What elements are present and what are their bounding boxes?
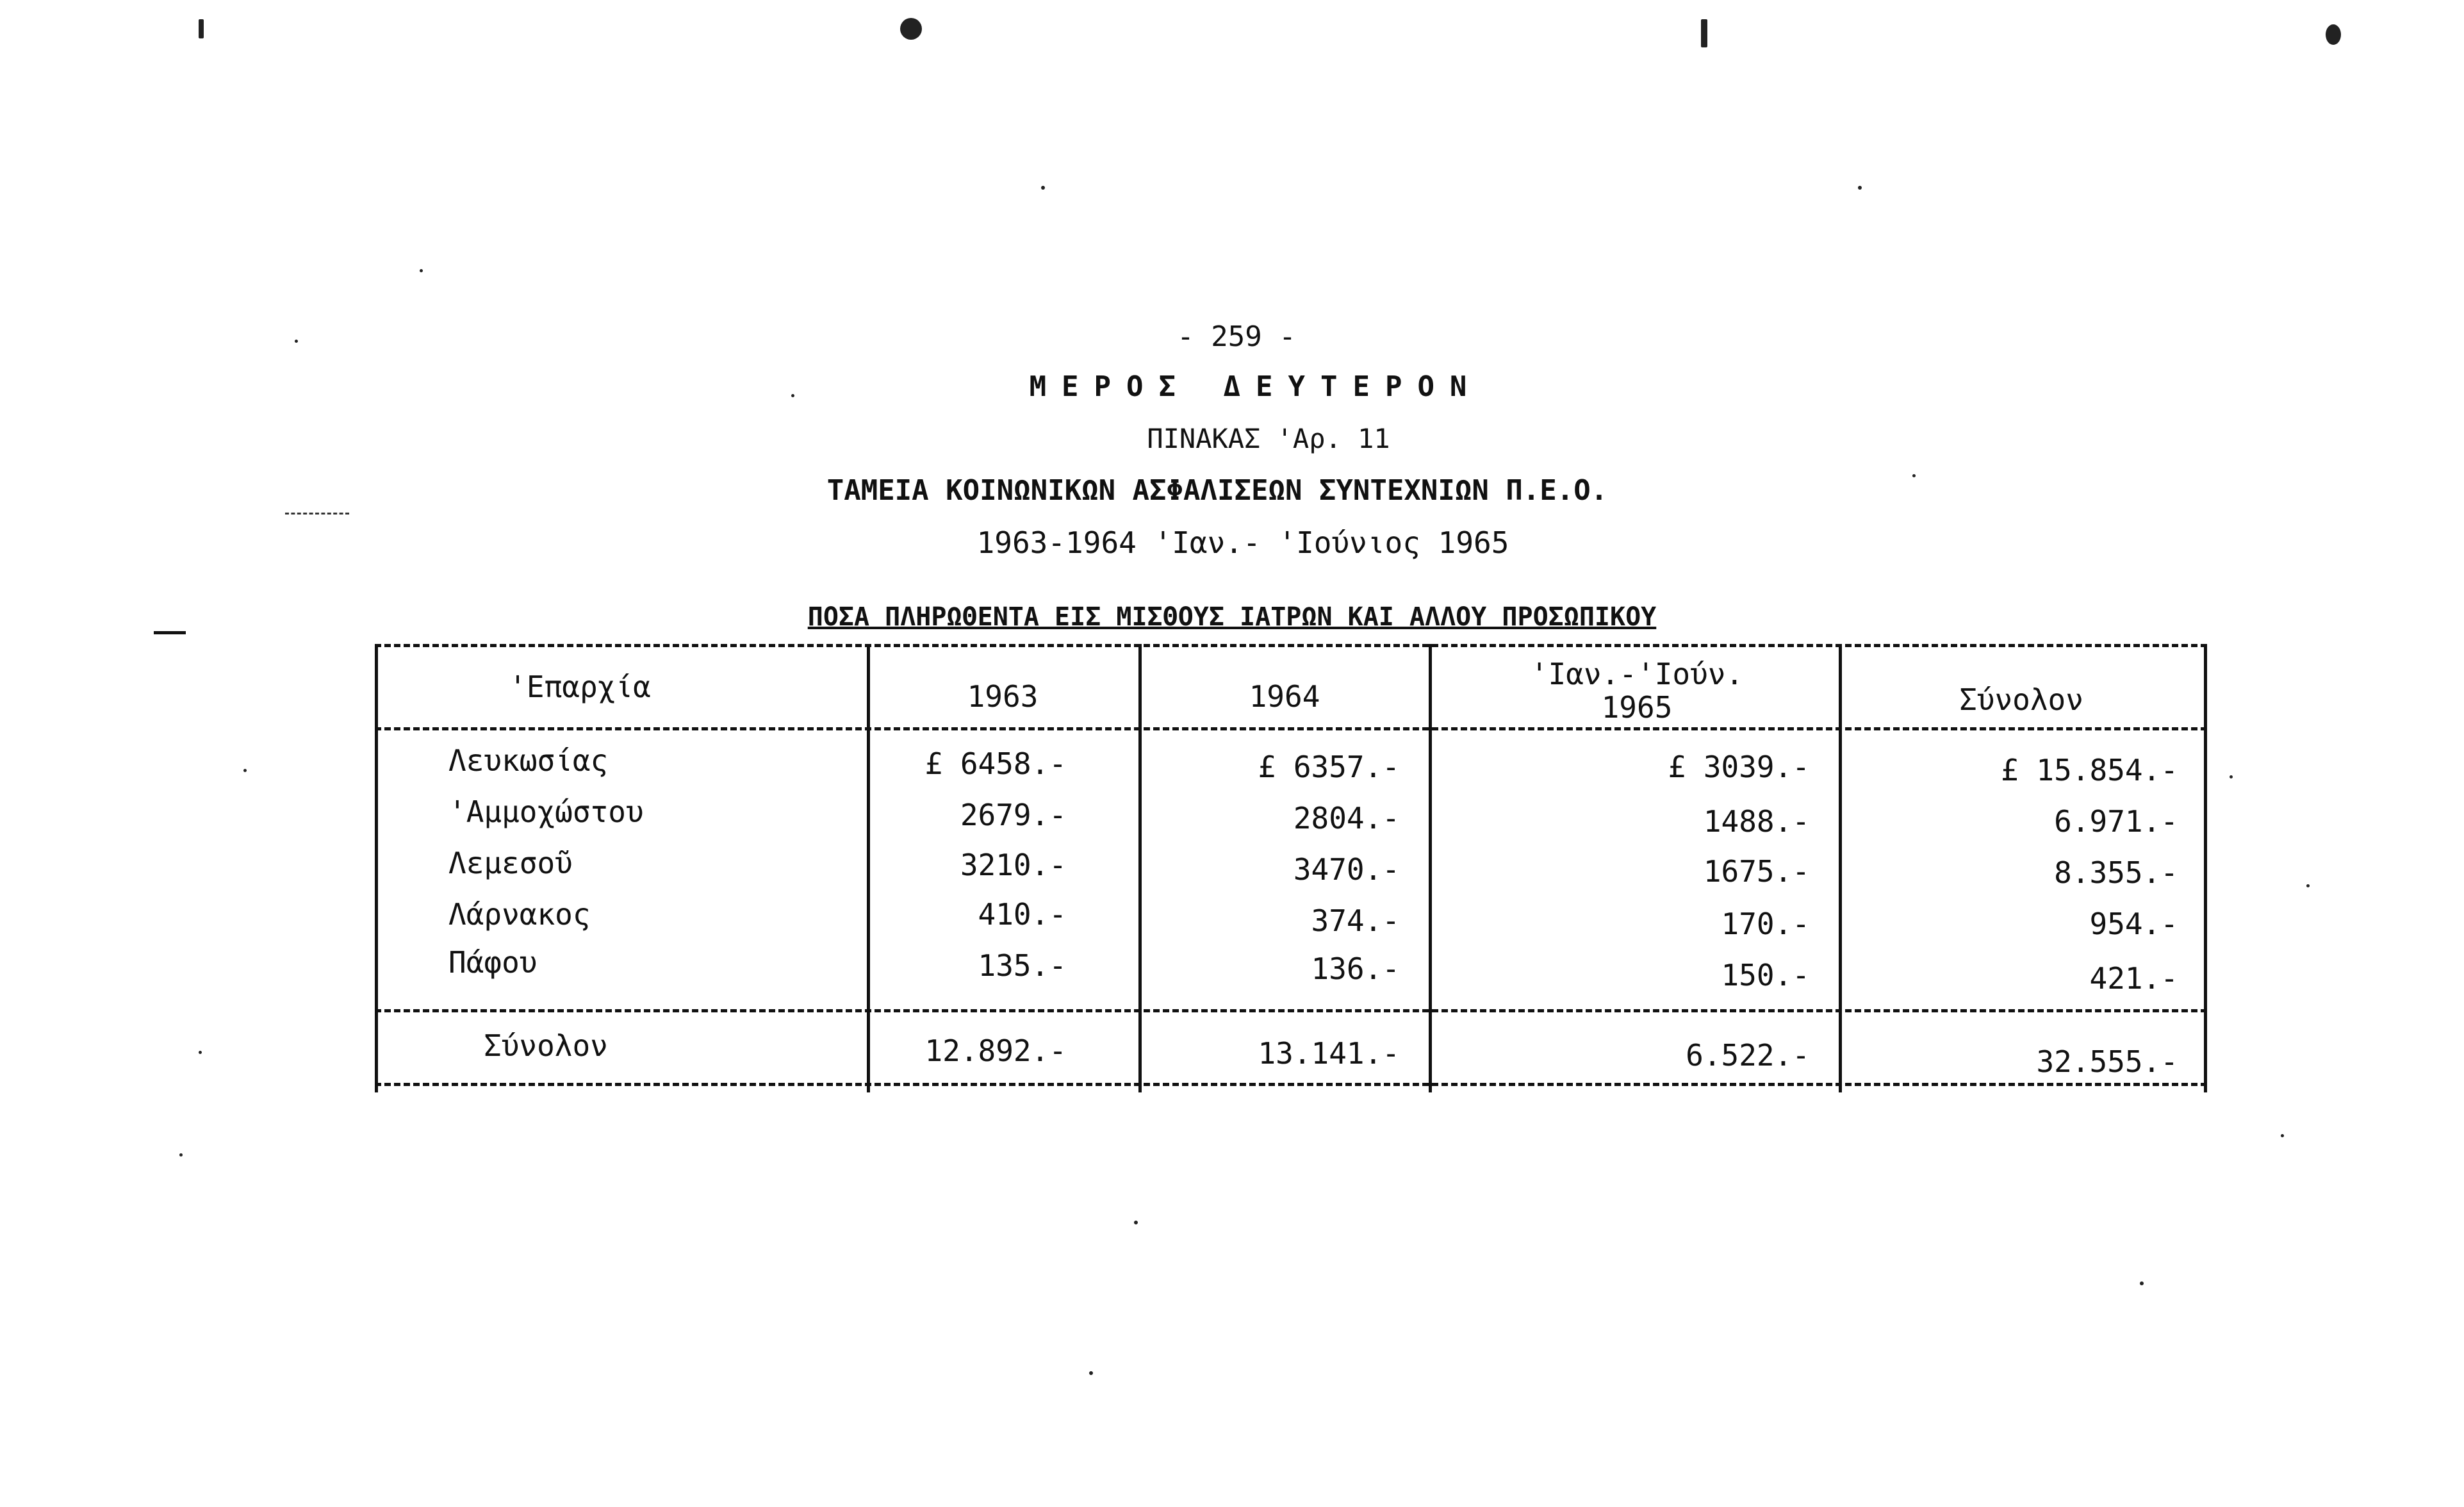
column-rule (1138, 644, 1142, 1092)
header-1963: 1963 (967, 679, 1039, 714)
row-district: Λεμεσοῦ (448, 846, 573, 880)
header-1964: 1964 (1249, 679, 1320, 714)
row-district: 'Αμμοχώστου (448, 795, 644, 829)
scan-speck (1858, 186, 1862, 190)
scan-speck (2326, 24, 2341, 45)
row-total-value: 421.- (2089, 961, 2178, 996)
row-1965-value: 1675.- (1703, 854, 1810, 889)
header-total: Σύνολον (1959, 682, 2083, 717)
scan-speck (2281, 1134, 2284, 1137)
row-1965-value: 170.- (1721, 907, 1810, 941)
period-heading: 1963-1964 'Ιαν.- 'Ιούνιος 1965 (976, 525, 1509, 560)
row-1963-value: 2679.- (960, 798, 1067, 832)
header-1965-year: 1965 (1601, 690, 1673, 725)
column-rule (375, 644, 378, 1092)
column-rule (867, 644, 870, 1092)
table-top-rule (375, 644, 2207, 647)
row-1965-value: £ 3039.- (1668, 750, 1810, 784)
scan-speck (1089, 1371, 1093, 1375)
row-1963-value: 135.- (978, 948, 1067, 983)
scan-speck (420, 269, 423, 272)
table-number: ΠΙΝΑΚΑΣ 'Αρ. 11 (1147, 423, 1390, 454)
part-title: ΜΕΡΟΣ ΔΕΥΤΕΡΟΝ (1029, 370, 1483, 403)
page-number: - 259 - (1177, 320, 1296, 353)
totals-1963-value: 12.892.- (924, 1033, 1067, 1068)
fund-title: ΤΑΜΕΙΑ ΚΟΙΝΩΝΙΚΩΝ ΑΣΦΑΛΙΣΕΩΝ ΣΥΝΤΕΧΝΙΩΝ Π.Ε.Ο. (826, 474, 1608, 507)
totals-1965-value: 6.522.- (1686, 1038, 1810, 1073)
row-1965-value: 1488.- (1703, 804, 1810, 839)
totals-1964-value: 13.141.- (1258, 1036, 1400, 1071)
row-total-value: 8.355.- (2054, 855, 2178, 890)
salary-payments-table (375, 644, 2207, 1092)
totals-total-value: 32.555.- (2036, 1044, 2178, 1079)
row-1964-value: 2804.- (1293, 801, 1400, 836)
row-total-value: 954.- (2089, 907, 2178, 941)
row-1963-value: 3210.- (960, 848, 1067, 882)
row-1964-value: 374.- (1311, 903, 1400, 938)
scan-speck (1134, 1221, 1138, 1224)
scan-speck (1041, 186, 1045, 190)
row-total-value: 6.971.- (2054, 804, 2178, 839)
row-district: Λευκωσίας (448, 743, 609, 778)
margin-mark (285, 513, 349, 515)
totals-top-rule (375, 1009, 2207, 1012)
row-total-value: £ 15.854.- (2001, 753, 2178, 787)
column-rule (2204, 644, 2207, 1092)
row-1964-value: 3470.- (1293, 852, 1400, 887)
row-1965-value: 150.- (1721, 958, 1810, 992)
row-1963-value: £ 6458.- (924, 746, 1067, 781)
table-title: ΠΟΣΑ ΠΛΗΡΩΘΕΝΤΑ ΕΙΣ ΜΙΣΘΟΥΣ ΙΑΤΡΩΝ ΚΑΙ ΑΛΛΟΥ ΠΡΟΣΩΠΙΚΟΥ (807, 602, 1657, 632)
table-bottom-rule (375, 1083, 2207, 1086)
row-1964-value: 136.- (1311, 951, 1400, 986)
totals-label: Σύνολον (484, 1028, 608, 1063)
scan-speck (900, 18, 922, 40)
scan-speck (2140, 1281, 2144, 1285)
scan-speck (2306, 884, 2310, 887)
scan-speck (1701, 19, 1707, 47)
header-bottom-rule (375, 727, 2207, 730)
header-1965-period: 'Ιαν.-'Ιούν. (1530, 657, 1744, 691)
header-district: 'Επαρχία (509, 670, 651, 704)
row-district: Πάφου (448, 945, 538, 980)
scan-speck (2230, 775, 2233, 778)
column-rule (1429, 644, 1432, 1092)
column-rule (1839, 644, 1842, 1092)
row-district: Λάρνακος (448, 897, 591, 932)
scan-speck (179, 1153, 183, 1157)
scan-speck (199, 19, 204, 38)
row-1963-value: 410.- (978, 897, 1067, 932)
scan-speck (243, 769, 247, 772)
row-1964-value: £ 6357.- (1258, 750, 1400, 784)
scan-speck (199, 1051, 202, 1054)
